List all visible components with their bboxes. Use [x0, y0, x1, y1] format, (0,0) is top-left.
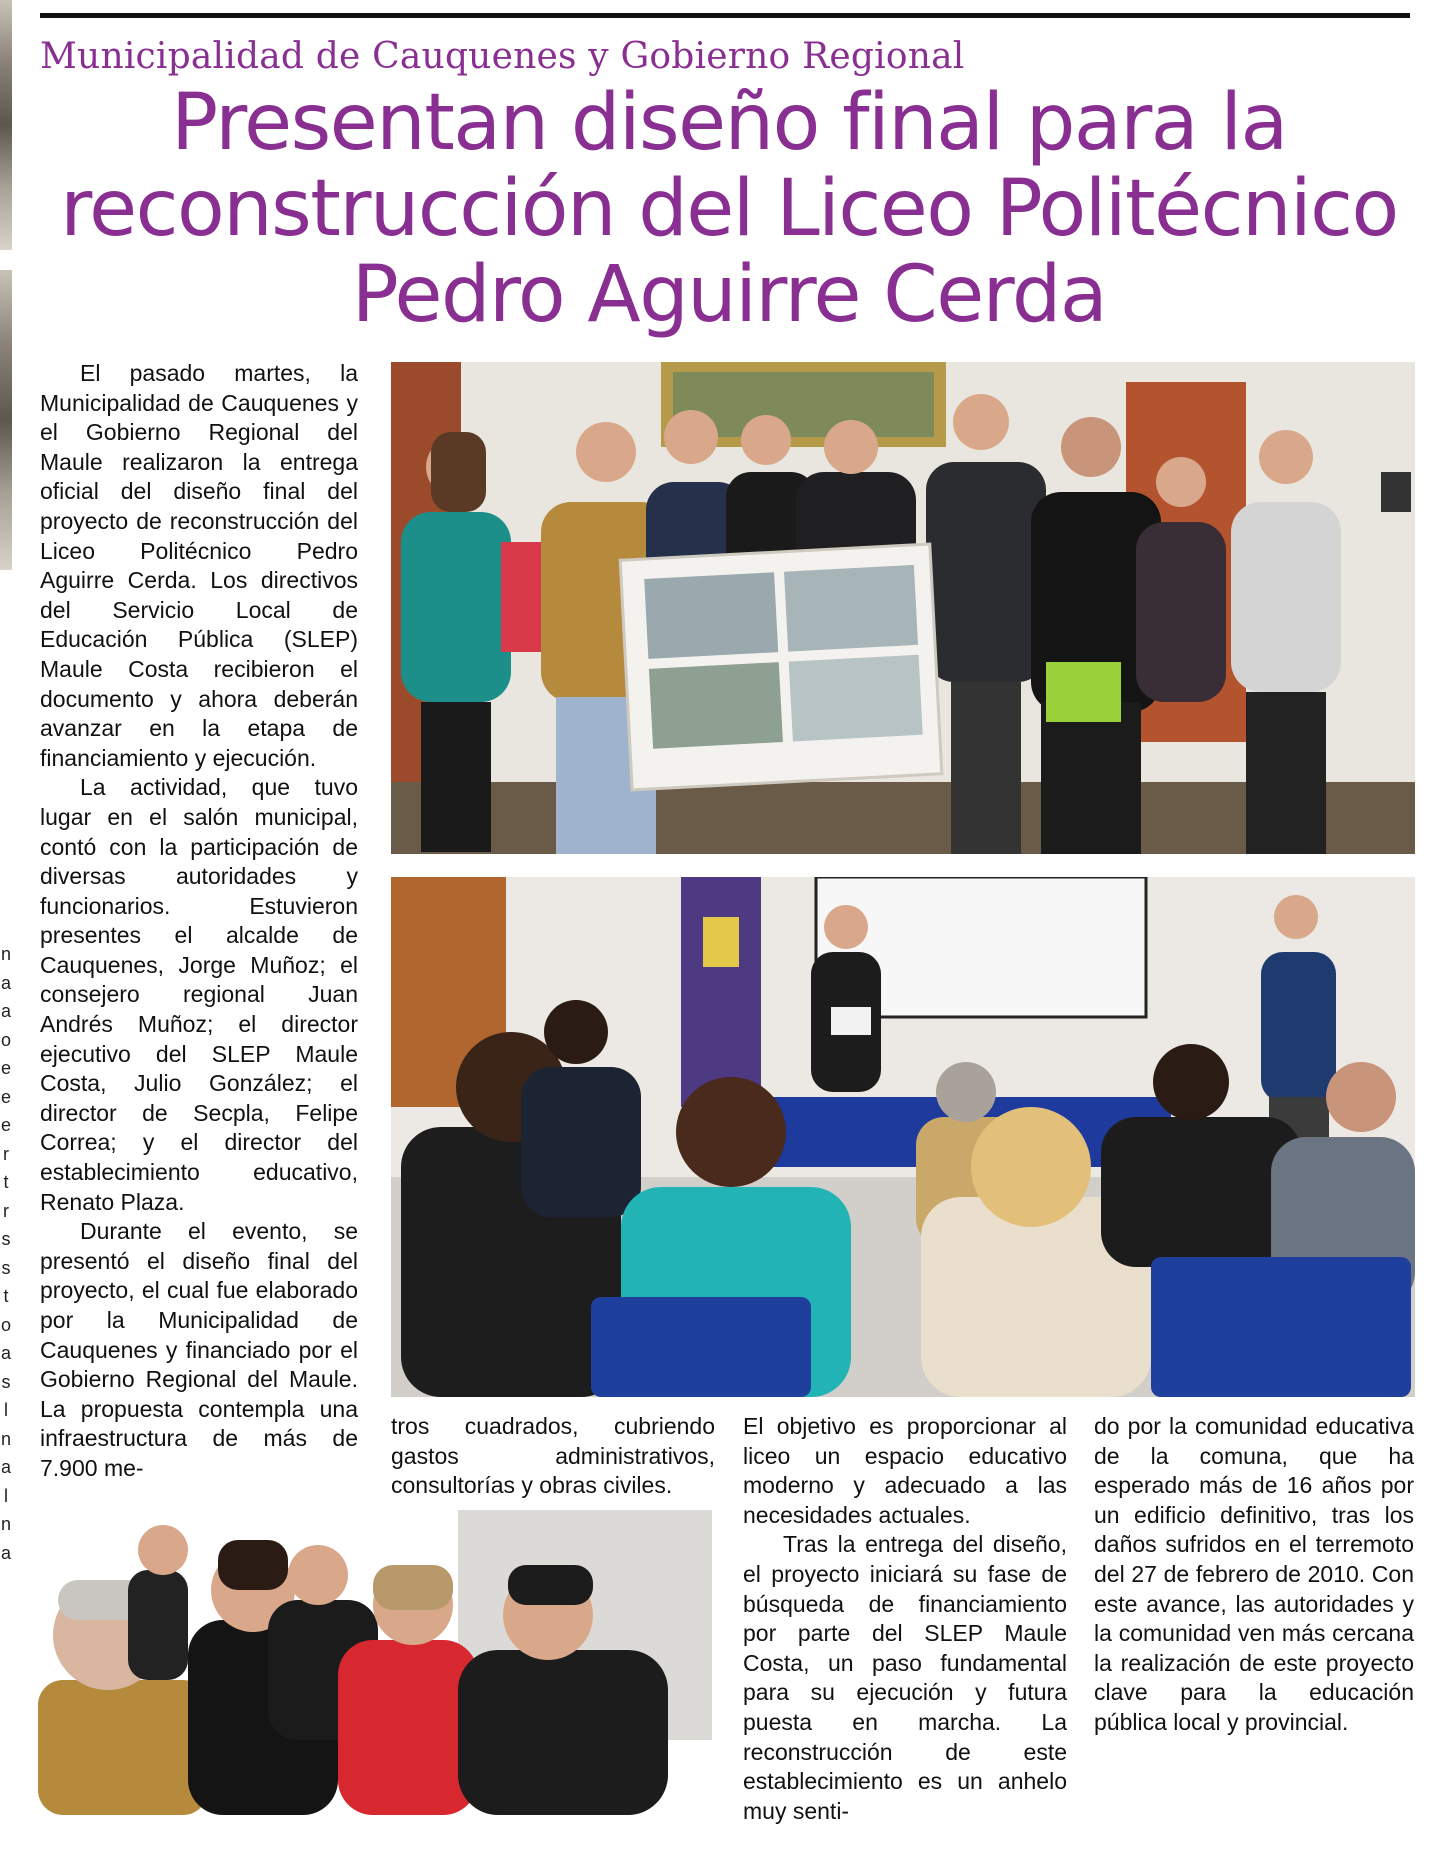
seated-attendees-photo — [38, 1510, 712, 1815]
edge-letter: n — [0, 944, 11, 964]
edge-letter: r — [3, 1143, 9, 1164]
edge-letter: o — [0, 1314, 11, 1335]
paragraph: Tras la entrega del diseño, el proyecto iniciará su fase de búsqueda de financiamiento por parte del SLEP Maule Costa, un paso fundamental para su ejecución y futura puesta en marcha. La reconstrucción de este establecimiento es un anhelo muy senti- — [743, 1531, 1067, 1824]
edge-letter: a — [0, 972, 11, 993]
edge-letter: a — [0, 1542, 11, 1563]
paragraph: El pasado martes, la Municipalidad de Cauquenes y el Gobierno Regional del Maule realizaron la entrega oficial del diseño final del proyecto de reconstrucción del Liceo Politécnico Pedro Aguirre Cerda. Los directivos del Servicio Local de Educación Pública (SLEP) Maule Costa recibieron el documento y ahora deberán avanzar en la etapa de financiamiento y ejecución. — [40, 360, 358, 771]
paragraph: do por la comunidad educativa de la comuna, que ha esperado más de 16 años por un edificio definitivo, tras los daños sufridos en el terremoto del 27 de febrero de 2010. Con este avance, las autoridades y la comunidad ven más cercana la realización de este proyecto clave para la educación pública local y provincial. — [1094, 1413, 1414, 1735]
group-photo-holding-design-poster-icon — [391, 362, 1415, 854]
edge-letter: a — [0, 1457, 11, 1477]
edge-letter: s — [1, 1229, 11, 1249]
paragraph: El objetivo es proporcionar al liceo un espacio educativo moderno y adecuado a las necesidades actuales. — [743, 1413, 1067, 1528]
paragraph: La actividad, que tuvo lugar en el salón municipal, contó con la participación de diversas autoridades y funcionarios. Estuvieron presentes el alcalde de Cauquenes, Jorge Muñoz; el consejero regional Juan Andrés Muñoz; el director ejecutivo del SLEP Maule Costa, Julio González; el director de Secpla, Felipe Correa; y el director del establecimiento educativo, Renato Plaza. — [40, 774, 358, 1215]
edge-letter: r — [3, 1200, 9, 1221]
edge-letter: l — [4, 1400, 8, 1420]
article-headline — [38, 80, 1420, 338]
adjacent-page-edge — [0, 0, 12, 1864]
adjacent-page-edge-letters — [0, 940, 12, 1567]
edge-letter: s — [1, 1371, 11, 1392]
edge-letter: e — [0, 1058, 11, 1078]
paragraph: Durante el evento, se presentó el diseño final del proyecto, el cual fue elaborado por la Municipalidad de Cauquenes y financiado por el Gobierno Regional del Maule. La propuesta contempla una infraestructura de más de 7.900 me- — [40, 1218, 358, 1481]
edge-letter: t — [3, 1172, 9, 1192]
edge-letter: s — [1, 1257, 11, 1278]
adjacent-page-photo-strip — [0, 0, 12, 250]
article-column-2 — [391, 1412, 715, 1501]
edge-letter: n — [0, 1428, 11, 1449]
article-column-3 — [743, 1412, 1067, 1826]
edge-letter: e — [0, 1115, 11, 1135]
presentation-audience-photo — [391, 877, 1415, 1397]
headline-line: Pedro Aguirre Cerda — [351, 250, 1107, 340]
group-photo-holding-design-poster — [391, 362, 1415, 854]
edge-letter: t — [3, 1286, 9, 1306]
top-rule — [40, 13, 1410, 18]
presentation-audience-icon — [391, 877, 1415, 1397]
article-column-1 — [40, 359, 358, 1484]
headline-line: reconstrucción del Liceo Politécnico — [60, 164, 1398, 254]
seated-attendees-icon — [38, 1510, 712, 1815]
edge-letter: a — [0, 1001, 11, 1021]
paragraph: tros cuadrados, cubriendo gastos administrativos, consultorías y obras civiles. — [391, 1413, 715, 1499]
edge-letter: e — [0, 1086, 11, 1107]
adjacent-page-photo-strip — [0, 270, 12, 570]
edge-letter: o — [0, 1029, 11, 1050]
article-column-4 — [1094, 1412, 1414, 1738]
headline-line: Presentan diseño final para la — [171, 78, 1287, 168]
edge-letter: l — [4, 1485, 8, 1506]
article-kicker: Municipalidad de Cauquenes y Gobierno Regional — [40, 36, 965, 77]
edge-letter: a — [0, 1343, 11, 1363]
edge-letter: n — [0, 1514, 11, 1534]
